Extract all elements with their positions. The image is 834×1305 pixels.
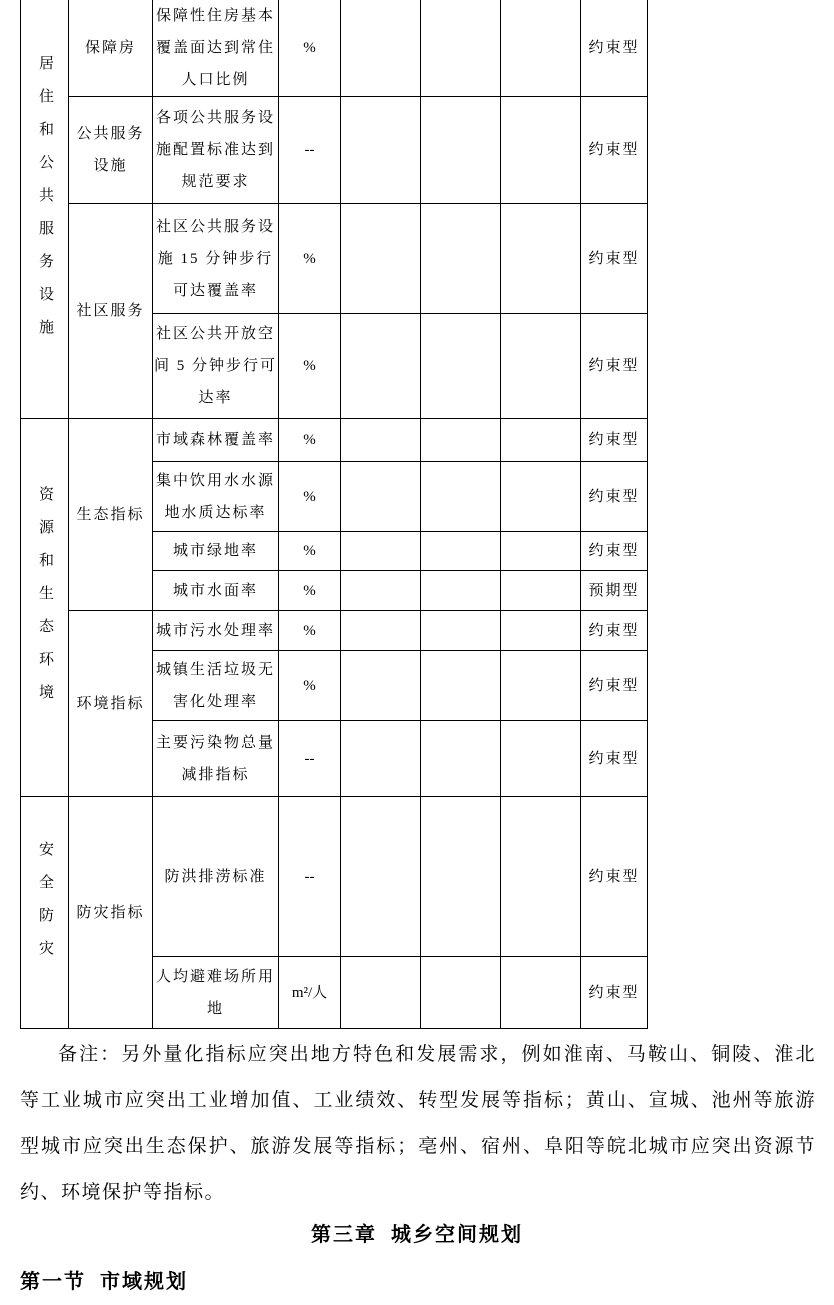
unit-cell: % [279,419,341,462]
value-cell [501,957,581,1029]
value-cell [501,532,581,571]
table-row [21,611,648,651]
subcategory-cell: 环境指标 [69,611,153,797]
value-cell [341,651,421,721]
type-cell: 约束型 [581,957,648,1029]
value-cell [341,0,421,97]
table-row [21,419,648,462]
indicator-cell: 集中饮用水水源地水质达标率 [153,462,279,532]
category-cell [21,419,69,797]
unit-cell: -- [279,721,341,797]
unit-cell: % [279,314,341,419]
value-cell [341,571,421,611]
unit-cell: % [279,571,341,611]
value-cell [421,651,501,721]
type-cell: 约束型 [581,462,648,532]
value-cell [421,419,501,462]
type-cell: 约束型 [581,419,648,462]
value-cell [421,0,501,97]
value-cell [341,721,421,797]
chapter-heading: 第三章 城乡空间规划 [311,1224,523,1246]
category-label: 资源和生态环境 [37,486,53,717]
value-cell [501,314,581,419]
unit-cell: -- [279,97,341,204]
value-cell [501,651,581,721]
value-cell [341,611,421,651]
subcategory-cell: 保障房 [69,0,153,97]
value-cell [421,97,501,204]
value-cell [421,204,501,314]
type-cell: 约束型 [581,651,648,721]
value-cell [501,721,581,797]
value-cell [501,797,581,957]
indicator-table [20,0,648,1029]
table-row [21,97,648,204]
indicator-cell: 城市污水处理率 [153,611,279,651]
indicator-cell: 人均避难场所用地 [153,957,279,1029]
type-cell: 约束型 [581,0,648,97]
indicator-cell: 防洪排涝标准 [153,797,279,957]
value-cell [421,314,501,419]
value-cell [341,204,421,314]
value-cell [501,419,581,462]
value-cell [421,797,501,957]
value-cell [341,97,421,204]
value-cell [501,97,581,204]
type-cell: 约束型 [581,611,648,651]
subcategory-cell: 生态指标 [69,419,153,611]
category-cell [21,0,69,419]
indicator-cell: 市域森林覆盖率 [153,419,279,462]
indicator-cell: 城镇生活垃圾无害化处理率 [153,651,279,721]
indicator-cell: 各项公共服务设施配置标准达到规范要求 [153,97,279,204]
category-label: 安全防灾 [37,840,53,973]
type-cell: 约束型 [581,532,648,571]
unit-cell: % [279,611,341,651]
value-cell [341,957,421,1029]
value-cell [341,419,421,462]
value-cell [421,957,501,1029]
indicator-cell: 城市水面率 [153,571,279,611]
subcategory-cell: 社区服务 [69,204,153,419]
indicator-cell: 保障性住房基本覆盖面达到常住人口比例 [153,0,279,97]
subcategory-cell: 防灾指标 [69,797,153,1029]
value-cell [341,314,421,419]
unit-cell: % [279,532,341,571]
subcategory-cell: 公共服务设施 [69,97,153,204]
value-cell [501,611,581,651]
indicator-cell: 城市绿地率 [153,532,279,571]
unit-cell: % [279,651,341,721]
value-cell [421,532,501,571]
value-cell [421,721,501,797]
value-cell [501,204,581,314]
value-cell [421,462,501,532]
value-cell [501,0,581,97]
category-cell [21,797,69,1029]
unit-cell: % [279,462,341,532]
value-cell [341,462,421,532]
type-cell: 约束型 [581,314,648,419]
value-cell [341,797,421,957]
note-paragraph: 备注：另外量化指标应突出地方特色和发展需求，例如淮南、马鞍山、铜陵、淮北等工业城市应突出工业增加值、工业绩效、转型发展等指标；黄山、宣城、池州等旅游型城市应突出生态保护、旅游发展等指标；亳州、宿州、阜阳等皖北城市应突出资源节约、环境保护等指标。 [20,1044,816,1203]
type-cell: 约束型 [581,97,648,204]
type-cell: 约束型 [581,204,648,314]
section-heading: 第一节 市域规划 [20,1271,188,1293]
indicator-cell: 主要污染物总量减排指标 [153,721,279,797]
indicator-cell: 社区公共开放空间 5 分钟步行可达率 [153,314,279,419]
table-row [21,0,648,97]
table-row [21,797,648,957]
type-cell: 约束型 [581,797,648,957]
unit-cell: % [279,204,341,314]
unit-cell: m²/人 [279,957,341,1029]
value-cell [421,571,501,611]
value-cell [341,532,421,571]
unit-cell: -- [279,797,341,957]
category-label: 居住和公共服务设施 [37,54,53,352]
value-cell [501,462,581,532]
indicator-cell: 社区公共服务设施 15 分钟步行可达覆盖率 [153,204,279,314]
value-cell [421,611,501,651]
value-cell [501,571,581,611]
type-cell: 约束型 [581,721,648,797]
unit-cell: % [279,0,341,97]
type-cell: 预期型 [581,571,648,611]
table-row [21,204,648,314]
